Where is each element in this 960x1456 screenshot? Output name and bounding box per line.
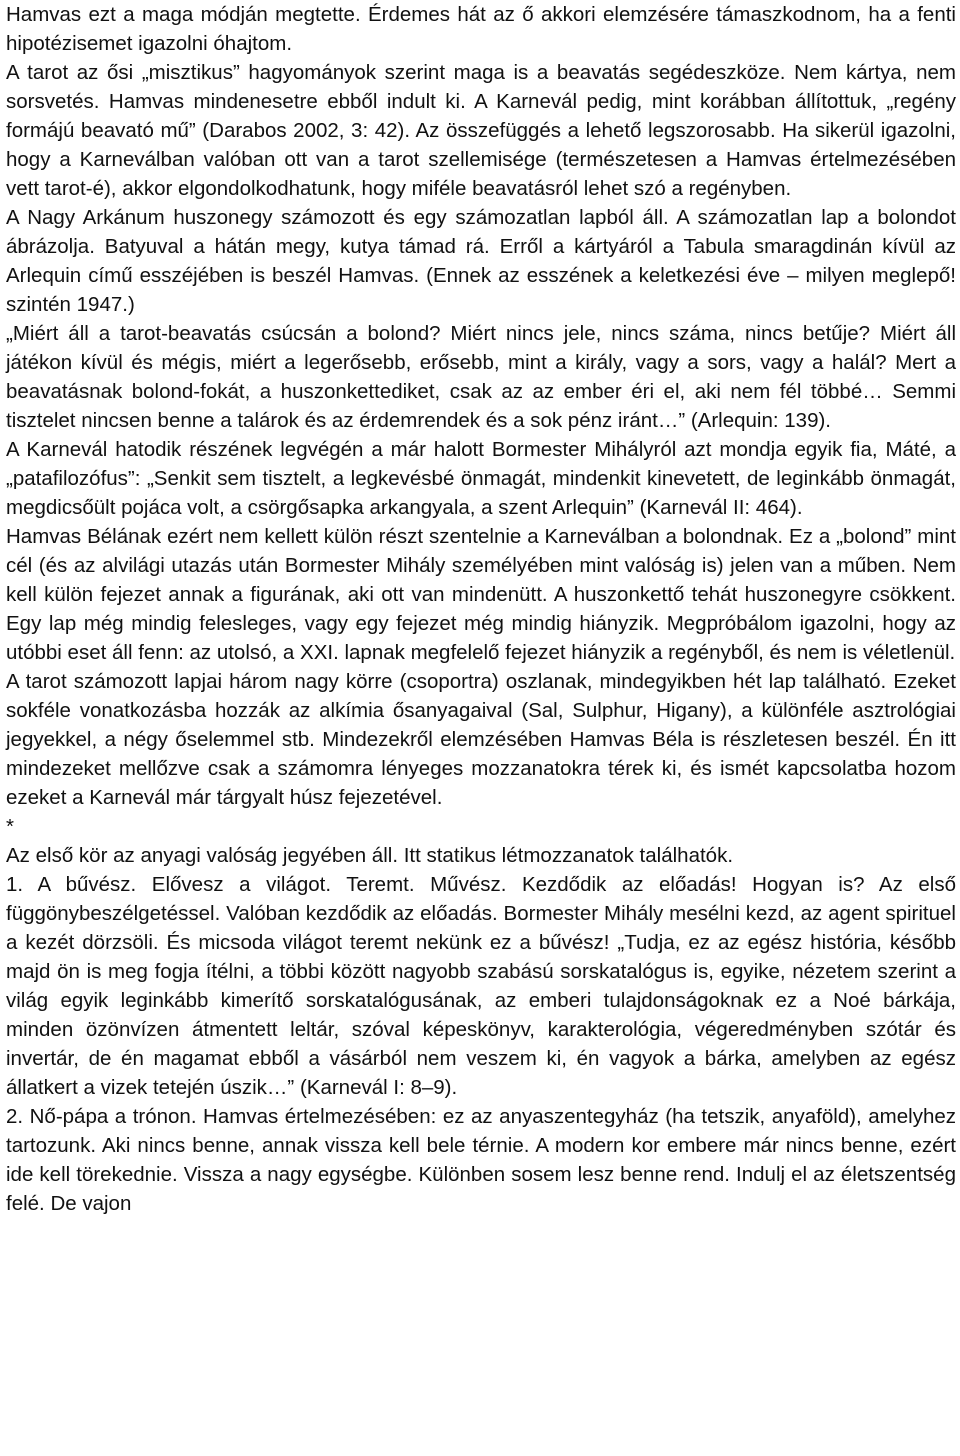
paragraph-card-2-popess: 2. Nő-pápa a trónon. Hamvas értelmezésében: ez az anyaszentegyház (ha tetszik, anyaföld), amelyhez tartozunk. Aki nincs benne, annak vissza kell bele térnie. A modern kor embere már nincs benne, ezért ide kell törekednie. Vissza a nagy egységbe. Különben sosem lesz benne rend. Indulj el az életszentség felé. De vajon <box>6 1105 956 1215</box>
document-page <box>6 0 956 1218</box>
section-separator: * <box>6 815 14 838</box>
paragraph-card-1-magician: 1. A bűvész. Elővesz a világot. Teremt. Művész. Kezdődik az előadás! Hogyan is? Az első függönybeszélgetéssel. Valóban kezdődik az előadás. Bormester Mihály mesélni kezd, az agent spirituel a kezét dörzsöli. És micsoda világot teremt nekünk ez a bűvész! „Tudja, ez az egész história, később majd ön is meg fogja ítélni, a többi között nagyobb szabású sorskatalógus is, egyike, nézetem szerint a világ egyik leginkább kimerítő sorskatalógusának, az emberi tulajdonságoknak ez a Noé bárkája, minden özönvízen átmentett leltár, szóval képeskönyv, karakterológia, végeredményben szótár és invertár, de én magamat ebből a vásárból nem veszem ki, én vagyok a bárka, amelyben az egész állatkert a vizek tetején úszik…” (Karnevál I: 8–9). <box>6 873 956 1099</box>
paragraph-tarot-initiation: A tarot az ősi „misztikus” hagyományok szerint maga is a beavatás segédeszköze. Nem kártya, nem sorsvetés. Hamvas mindenesetre ebből indult ki. A Karnevál pedig, mint korábban állítottuk, „regény formájú beavató mű” (Darabos 2002, 3: 42). Az összefüggés a lehető legszorosabb. Ha sikerül igazolni, hogy a Karneválban valóban ott van a tarot szellemisége (természetesen a Hamvas értelmezésében vett tarot-é), akkor elgondolkodhatunk, hogy miféle beavatásról lehet szó a regényben. <box>6 61 956 200</box>
paragraph-fool-in-karneval: Hamvas Bélának ezért nem kellett külön részt szentelnie a Karneválban a bolondnak. Ez a „bolond” mint cél (és az alvilági utazás után Bormester Mihály személyében mint valóság is) jelen van a műben. Nem kell külön fejezet annak a figurának, aki ott van mindenütt. A huszonkettő tehát huszonegyre csökkent. Egy lap még mindig felesleges, vagy egy fejezet még mindig hiányzik. Megpróbálom igazolni, hogy az utóbbi eset áll fenn: az utolsó, a XXI. lapnak megfelelő fejezet hiányzik a regényből, és nem is véletlenül. <box>6 525 956 664</box>
paragraph-intro: Hamvas ezt a maga módján megtette. Érdemes hát az ő akkori elemzésére támaszkodnom, ha a fenti hipotézisemet igazolni óhajtom. <box>6 3 956 55</box>
paragraph-great-arcana: A Nagy Arkánum huszonegy számozott és egy számozatlan lapból áll. A számozatlan lap a bolondot ábrázolja. Batyuval a hátán megy, kutya támad rá. Erről a kártyáról a Tabula smaragdinán kívül az Arlequin című esszéjében is beszél Hamvas. (Ennek az esszének a keletkezési éve – milyen meglepő! szintén 1947.) <box>6 206 956 316</box>
paragraph-first-circle: Az első kör az anyagi valóság jegyében áll. Itt statikus létmozzanatok találhatók. <box>6 844 734 867</box>
paragraph-karneval-sixth-part: A Karnevál hatodik részének legvégén a már halott Bormester Mihályról azt mondja egyik fia, Máté, a „patafilozófus”: „Senkit sem tisztelt, a legkevésbé önmagát, mindenkit kinevetett, de leginkább önmagát, megdicsőült pojáca volt, a csörgősapka arkangyala, a szent Arlequin” (Karnevál II: 464). <box>6 438 956 519</box>
paragraph-arlequin-quote: „Miért áll a tarot-beavatás csúcsán a bolond? Miért nincs jele, nincs száma, nincs betűje? Miért áll játékon kívül és mégis, miért a legerősebb, erősebb, mint a király, vagy a sors, vagy a halál? Mert a beavatásnak bolond-fokát, a huszonkettediket, csak az az ember éri el, aki nem fél többé… Semmi tisztelet nincsen benne a talárok és az érdemrendek és a sok pénz iránt…” (Arlequin: 139). <box>6 322 956 432</box>
paragraph-three-circles: A tarot számozott lapjai három nagy körre (csoportra) oszlanak, mindegyikben hét lap található. Ezeket sokféle vonatkozásba hozzák az alkímia ősanyagaival (Sal, Sulphur, Higany), a különféle asztrológiai jegyekkel, a négy őselemmel stb. Mindezekről elemzésében Hamvas Béla is részletesen beszél. Én itt mindezeket mellőzve csak a számomra lényeges mozzanatokra térek ki, és ismét kapcsolatba hozom ezeket a Karnevál már tárgyalt húsz fejezetével. <box>6 670 956 809</box>
